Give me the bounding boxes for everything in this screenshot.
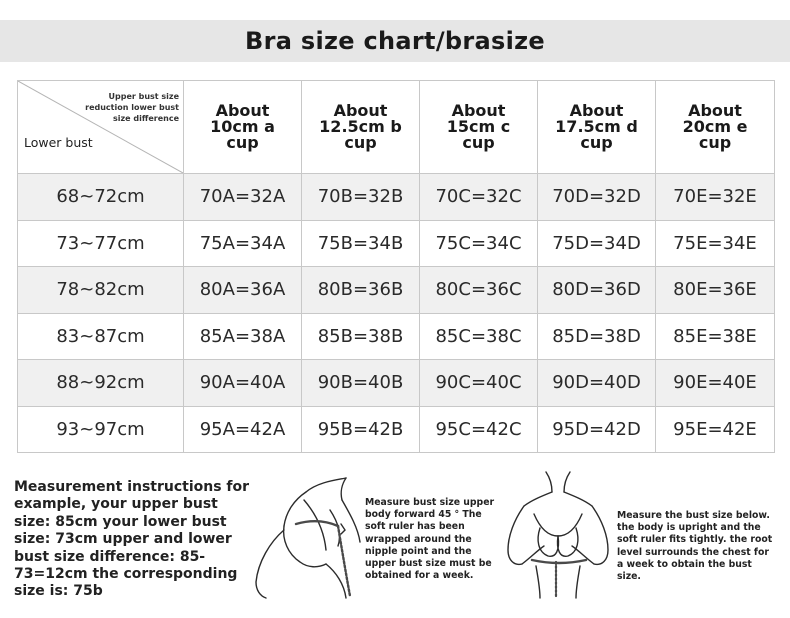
- header-row: [18, 81, 775, 174]
- page-title: Bra size chart/brasize: [245, 27, 545, 55]
- lower-bust-cell: 83~87cm: [18, 313, 184, 360]
- size-cell: 70D=32D: [538, 174, 656, 221]
- size-cell: 90B=40B: [302, 360, 420, 407]
- size-cell: 80B=36B: [302, 267, 420, 314]
- size-cell: 90A=40A: [184, 360, 302, 407]
- size-cell: 90E=40E: [656, 360, 775, 407]
- size-cell: 85E=38E: [656, 313, 775, 360]
- column-header-b: About 12.5cm b cup: [302, 81, 420, 174]
- lower-bust-note: Measure the bust size below. the body is upright and the soft ruler fits tightly. the root level surrounds the chest for a week to obtain the bust size.: [617, 510, 773, 583]
- size-cell: 85C=38C: [420, 313, 538, 360]
- size-cell: 75A=34A: [184, 220, 302, 267]
- table-row: [18, 360, 775, 407]
- lower-bust-cell: 88~92cm: [18, 360, 184, 407]
- lower-bust-cell: 93~97cm: [18, 406, 184, 453]
- size-cell: 95E=42E: [656, 406, 775, 453]
- column-header-d: About 17.5cm d cup: [538, 81, 656, 174]
- size-cell: 90C=40C: [420, 360, 538, 407]
- table-row: [18, 174, 775, 221]
- column-header-c: About 15cm c cup: [420, 81, 538, 174]
- size-cell: 85B=38B: [302, 313, 420, 360]
- size-cell: 75E=34E: [656, 220, 775, 267]
- size-cell: 70E=32E: [656, 174, 775, 221]
- measurement-instructions: Measurement instructions for example, your upper bust size: 85cm your lower bust size: 73cm upper and lower bust size difference: 85-73=12cm the corresponding size is: 75b: [14, 479, 250, 600]
- size-cell: 75D=34D: [538, 220, 656, 267]
- table-row: [18, 220, 775, 267]
- size-cell: 90D=40D: [538, 360, 656, 407]
- column-header-a: About 10cm a cup: [184, 81, 302, 174]
- lower-bust-cell: 78~82cm: [18, 267, 184, 314]
- size-cell: 95B=42B: [302, 406, 420, 453]
- size-cell: 85A=38A: [184, 313, 302, 360]
- size-cell: 70C=32C: [420, 174, 538, 221]
- lower-bust-cell: 73~77cm: [18, 220, 184, 267]
- upper-bust-measure-illustration: [246, 470, 368, 600]
- title-bar: [0, 20, 790, 62]
- lower-bust-label: Lower bust: [24, 135, 93, 150]
- size-cell: 75C=34C: [420, 220, 538, 267]
- table-row: [18, 406, 775, 453]
- size-cell: 80D=36D: [538, 267, 656, 314]
- size-cell: 75B=34B: [302, 220, 420, 267]
- size-chart-table: [17, 80, 775, 453]
- lower-bust-cell: 68~72cm: [18, 174, 184, 221]
- corner-cell: [18, 81, 184, 174]
- column-header-e: About 20cm e cup: [656, 81, 775, 174]
- size-cell: 70A=32A: [184, 174, 302, 221]
- table-row: [18, 313, 775, 360]
- size-cell: 95C=42C: [420, 406, 538, 453]
- upper-bust-note: Measure bust size upper body forward 45 ° The soft ruler has been wrapped around the nipple point and the upper bust size must be obtained for a week.: [365, 497, 495, 582]
- size-cell: 85D=38D: [538, 313, 656, 360]
- table-row: [18, 267, 775, 314]
- size-cell: 95A=42A: [184, 406, 302, 453]
- corner-top-label: Upper bust size reduction lower bust size difference: [85, 92, 179, 123]
- size-cell: 70B=32B: [302, 174, 420, 221]
- lower-bust-measure-illustration: [496, 470, 620, 600]
- size-cell: 80C=36C: [420, 267, 538, 314]
- size-cell: 80E=36E: [656, 267, 775, 314]
- size-cell: 80A=36A: [184, 267, 302, 314]
- size-cell: 95D=42D: [538, 406, 656, 453]
